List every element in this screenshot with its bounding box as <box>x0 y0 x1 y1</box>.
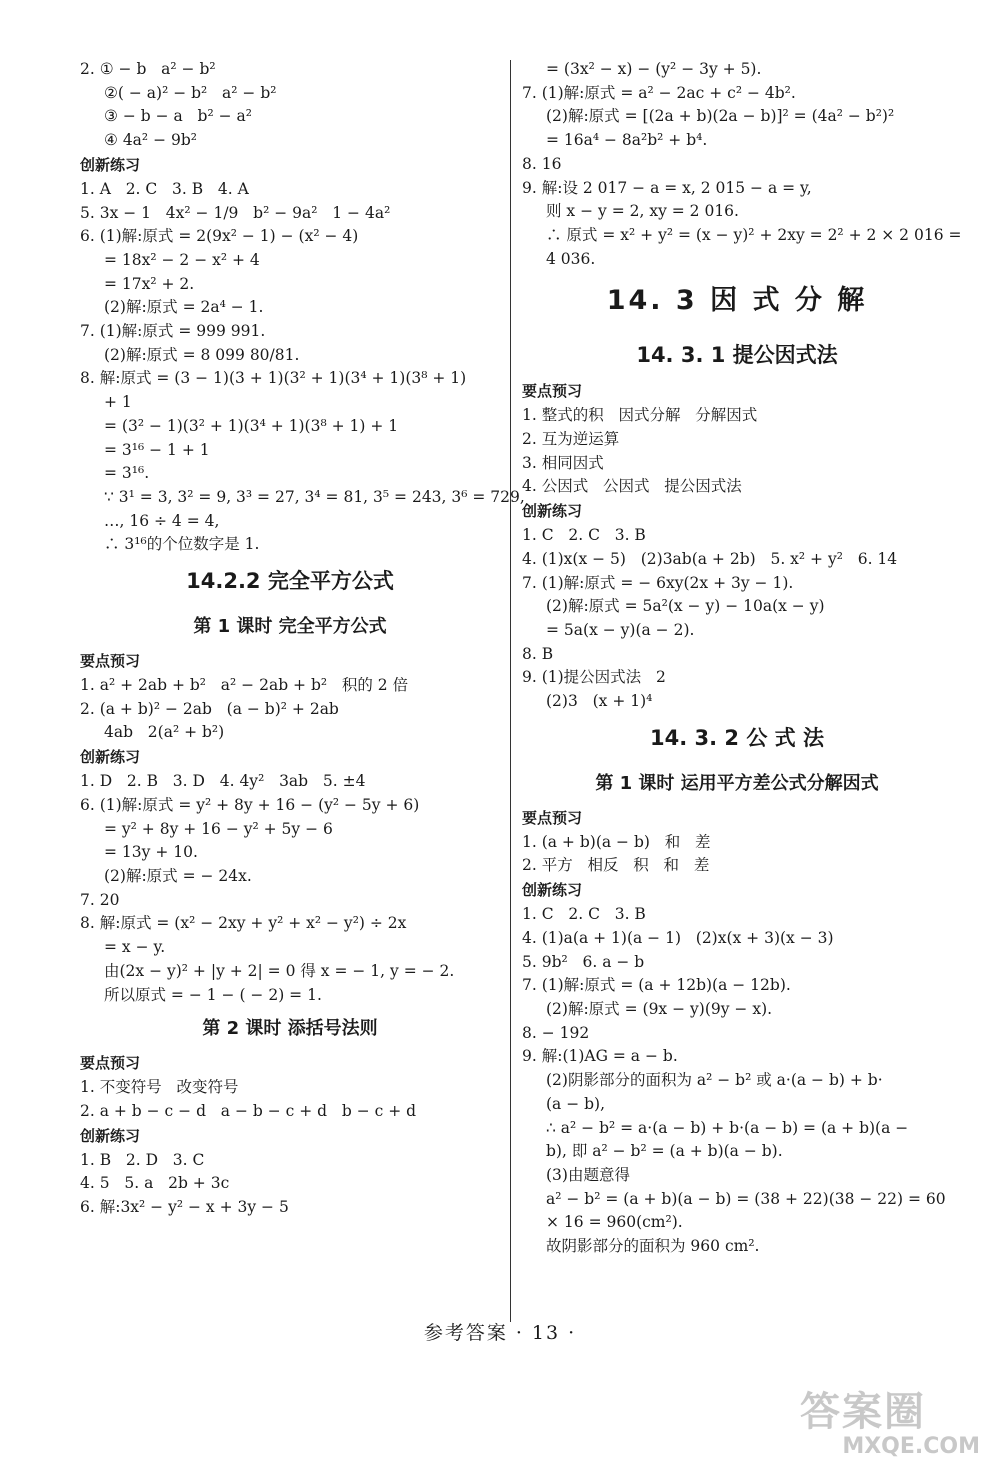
answer-line: (2)解:原式 = − 24x. <box>104 866 252 885</box>
answer-line: = 17x² + 2. <box>104 274 195 293</box>
answer-line: 1. A 2. C 3. B 4. A <box>80 179 249 198</box>
answer-line: = y² + 8y + 16 − y² + 5y − 6 <box>104 819 333 838</box>
answer-line: 7. 20 <box>80 890 120 909</box>
answer-line: ∴ 原式 = x² + y² = (x − y)² + 2xy = 2² + 2 × 2 016 = <box>546 225 962 244</box>
answer-line: ∵ 3¹ = 3, 3² = 9, 3³ = 27, 3⁴ = 81, 3⁵ = 243, 3⁶ = 729, <box>104 487 525 506</box>
answer-line: 7. (1)解:原式 = (a + 12b)(a − 12b). <box>522 976 791 995</box>
answer-line: 1. C 2. C 3. B <box>522 905 646 924</box>
answer-line: 7. (1)解:原式 = a² − 2ac + c² − 4b². <box>522 83 796 102</box>
section-label: 要点预习 <box>522 808 583 827</box>
answer-line: 2. ① − b a² − b² <box>80 60 216 78</box>
answer-line: 故阴影部分的面积为 960 cm². <box>546 1237 760 1256</box>
lesson-heading: 第 1 课时 完全平方公式 <box>193 616 387 638</box>
answer-line: = 3¹⁶ − 1 + 1 <box>104 440 210 459</box>
answer-line: 4 036. <box>546 249 596 268</box>
answer-line: = x − y. <box>104 938 166 957</box>
answer-line: ③ − b − a b² − a² <box>104 107 252 126</box>
answer-line: = (3² − 1)(3² + 1)(3⁴ + 1)(3⁸ + 1) + 1 <box>104 416 399 435</box>
answer-line: (3)由题意得 <box>546 1165 630 1184</box>
answer-line: (2)解:原式 = (9x − y)(9y − x). <box>546 999 773 1018</box>
answer-line: 1. C 2. C 3. B <box>522 526 646 545</box>
answer-line: (2)阴影部分的面积为 a² − b² 或 a·(a − b) + b· <box>546 1071 883 1090</box>
answer-line: 2. a + b − c − d a − b − c + d b − c + d <box>80 1101 417 1120</box>
answer-line: 1. B 2. D 3. C <box>80 1150 205 1169</box>
answer-line: 4. 5 5. a 2b + 3c <box>80 1174 230 1193</box>
section-label: 创新练习 <box>80 155 141 174</box>
answer-line: 1. a² + 2ab + b² a² − 2ab + b² 积的 2 倍 <box>80 676 409 695</box>
section-label: 创新练习 <box>80 748 141 767</box>
answer-line: ④ 4a² − 9b² <box>104 131 197 150</box>
answer-line: = 18x² − 2 − x² + 4 <box>104 250 260 269</box>
answer-line: 2. 平方 相反 积 和 差 <box>522 856 710 875</box>
answer-line: 6. (1)解:原式 = y² + 8y + 16 − (y² − 5y + 6) <box>80 795 420 814</box>
section-heading: 14. 3 因 式 分 解 <box>606 285 868 317</box>
answer-line: a² − b² = (a + b)(a − b) = (38 + 22)(38 − 22) = 60 <box>546 1189 946 1208</box>
answer-line: 1. 不变符号 改变符号 <box>80 1078 239 1097</box>
answer-line: 1. 整式的积 因式分解 分解因式 <box>522 406 758 425</box>
answer-line: ∴ 3¹⁶的个位数字是 1. <box>104 535 260 554</box>
answer-line: 9. 解:设 2 017 − a = x, 2 015 − a = y, <box>522 178 812 197</box>
answer-line: = 16a⁴ − 8a²b² + b⁴. <box>546 131 708 150</box>
answer-line: 9. (1)提公因式法 2 <box>522 668 666 687</box>
answer-line: 4. (1)x(x − 5) (2)3ab(a + 2b) 5. x² + y² 6. 14 <box>522 549 898 568</box>
answer-line: b), 即 a² − b² = (a + b)(a − b). <box>546 1142 783 1161</box>
answer-line: (2)解:原式 = 8 099 80/81. <box>104 345 300 364</box>
answer-line: ②( − a)² − b² a² − b² <box>104 83 277 102</box>
answer-line: 6. 解:3x² − y² − x + 3y − 5 <box>80 1198 289 1217</box>
answer-line: 6. (1)解:原式 = 2(9x² − 1) − (x² − 4) <box>80 227 359 246</box>
answer-line: 4. 公因式 公因式 提公因式法 <box>522 477 742 496</box>
answer-line: 5. 3x − 1 4x² − 1/9 b² − 9a² 1 − 4a² <box>80 203 391 222</box>
answer-line: 8. 解:原式 = (x² − 2xy + y² + x² − y²) ÷ 2x <box>80 914 407 933</box>
subsection-heading: 14. 3. 2 公 式 法 <box>650 725 824 750</box>
answer-line: 4. (1)a(a + 1)(a − 1) (2)x(x + 3)(x − 3) <box>522 928 834 947</box>
lesson-heading: 第 2 课时 添括号法则 <box>202 1018 378 1040</box>
watermark-logo-text: 答案圈 <box>800 1389 926 1435</box>
left-column <box>80 58 525 1220</box>
answer-line: 3. 相同因式 <box>522 453 604 472</box>
subsection-heading: 14. 3. 1 提公因式法 <box>636 343 838 368</box>
answer-line: 由(2x − y)² + |y + 2| = 0 得 x = − 1, y = − 2. <box>104 961 455 980</box>
answer-line: = 13y + 10. <box>104 843 198 862</box>
answer-line: = (3x² − x) − (y² − 3y + 5). <box>546 60 762 78</box>
answer-line: 7. (1)解:原式 = − 6xy(2x + 3y − 1). <box>522 573 794 592</box>
section-label: 创新练习 <box>522 502 583 521</box>
answer-line: 5. 9b² 6. a − b <box>522 952 645 971</box>
answer-line: 8. 解:原式 = (3 − 1)(3 + 1)(3² + 1)(3⁴ + 1)(3⁸ + 1) <box>80 369 467 388</box>
answer-line: (2)3 (x + 1)⁴ <box>546 692 653 711</box>
page-footer: 参考答案 · 13 · <box>423 1322 577 1344</box>
answer-line: ∴ a² − b² = a·(a − b) + b·(a − b) = (a + b)(a − <box>546 1118 909 1137</box>
answer-line: (2)解:原式 = 2a⁴ − 1. <box>104 298 264 317</box>
answer-line: 2. (a + b)² − 2ab (a − b)² + 2ab <box>80 699 339 718</box>
answer-line: = 3¹⁶. <box>104 464 150 483</box>
answer-line: (a − b), <box>546 1094 606 1113</box>
section-label: 要点预习 <box>80 1054 141 1073</box>
answer-line: 8. − 192 <box>522 1023 590 1042</box>
answer-line: 4ab 2(a² + b²) <box>104 723 225 742</box>
answer-line: 1. (a + b)(a − b) 和 差 <box>522 832 711 851</box>
answer-line: (2)解:原式 = [(2a + b)(2a − b)]² = (4a² − b²)² <box>546 107 895 126</box>
answer-line: 则 x − y = 2, xy = 2 016. <box>546 202 739 221</box>
watermark-url: MXQE.COM <box>842 1434 980 1459</box>
section-label: 要点预习 <box>80 652 141 671</box>
subsection-heading: 14.2.2 完全平方公式 <box>186 569 394 594</box>
answer-line: 2. 互为逆运算 <box>522 430 620 449</box>
answer-line: …, 16 ÷ 4 = 4, <box>104 511 220 530</box>
answer-line: (2)解:原式 = 5a²(x − y) − 10a(x − y) <box>546 597 825 616</box>
column-divider <box>510 60 511 1322</box>
answer-line: 所以原式 = − 1 − ( − 2) = 1. <box>104 985 322 1004</box>
section-label: 创新练习 <box>80 1126 141 1145</box>
right-column <box>522 58 962 1259</box>
answer-line: 9. 解:(1)AG = a − b. <box>522 1047 678 1066</box>
section-label: 要点预习 <box>522 382 583 401</box>
answer-line: 7. (1)解:原式 = 999 991. <box>80 322 266 341</box>
answer-line: = 5a(x − y)(a − 2). <box>546 620 695 639</box>
answer-line: + 1 <box>104 393 132 412</box>
section-label: 创新练习 <box>522 881 583 900</box>
answer-line: 8. 16 <box>522 154 562 173</box>
watermark <box>800 1390 980 1470</box>
answer-line: 8. B <box>522 644 554 663</box>
lesson-heading: 第 1 课时 运用平方差公式分解因式 <box>595 772 879 794</box>
answer-line: 1. D 2. B 3. D 4. 4y² 3ab 5. ±4 <box>80 772 366 791</box>
answer-line: × 16 = 960(cm²). <box>546 1213 683 1232</box>
